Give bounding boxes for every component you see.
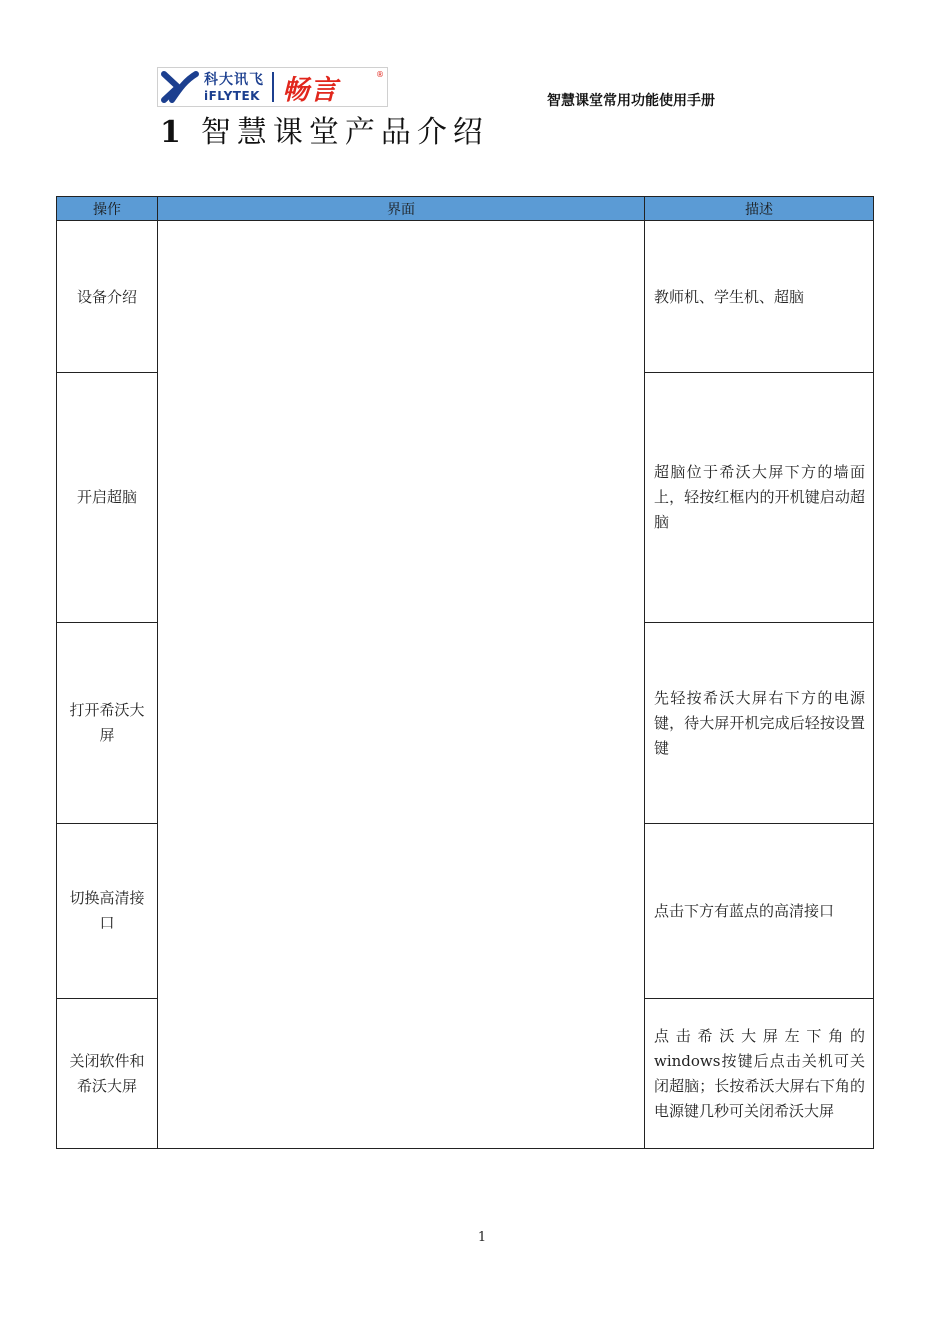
column-header-description: 描述	[645, 197, 873, 221]
registered-mark: ®	[376, 70, 384, 79]
iflytek-x-icon	[158, 68, 202, 106]
row-description-device-intro: 教师机、学生机、超脑	[654, 287, 805, 306]
company-logo	[157, 67, 388, 107]
row-description-shutdown: 点击希沃大屏左下角的windows按键后点击关机可关闭超脑；长按希沃大屏右下角的电源键几秒可关闭希沃大屏	[654, 1026, 865, 1120]
row-operation-open-screen: 打开希沃大屏	[69, 701, 145, 744]
page-number: 1	[477, 1230, 487, 1245]
column-header-operation: 操作	[57, 197, 158, 221]
row-operation-power-on-brain: 开启超脑	[76, 488, 137, 506]
section-heading	[160, 107, 489, 151]
manual-title: 智慧课堂常用功能使用手册	[547, 93, 715, 109]
section-number: 1	[160, 115, 181, 150]
row-description-power-on-brain: 超脑位于希沃大屏下方的墙面上，轻按红框内的开机键启动超脑	[654, 463, 865, 531]
logo-brand-text: 畅言	[282, 74, 338, 106]
row-description-switch-hdmi: 点击下方有蓝点的高清接口	[654, 901, 835, 920]
column-header-interface: 界面	[158, 197, 645, 221]
logo-divider	[272, 72, 274, 102]
row-operation-device-intro: 设备介绍	[76, 287, 137, 306]
row-operation-switch-hdmi: 切换高清接口	[69, 889, 145, 932]
column-divider	[157, 221, 158, 1148]
row-operation-shutdown: 关闭软件和希沃大屏	[69, 1051, 145, 1095]
product-table	[56, 196, 874, 1149]
section-title: 智慧课堂产品介绍	[200, 115, 489, 150]
logo-cn-text: 科大讯飞	[204, 71, 264, 88]
row-description-open-screen: 先轻按希沃大屏右下方的电源键，待大屏开机完成后轻按设置键	[654, 688, 865, 757]
logo-en-text: iFLYTEK	[204, 88, 260, 103]
